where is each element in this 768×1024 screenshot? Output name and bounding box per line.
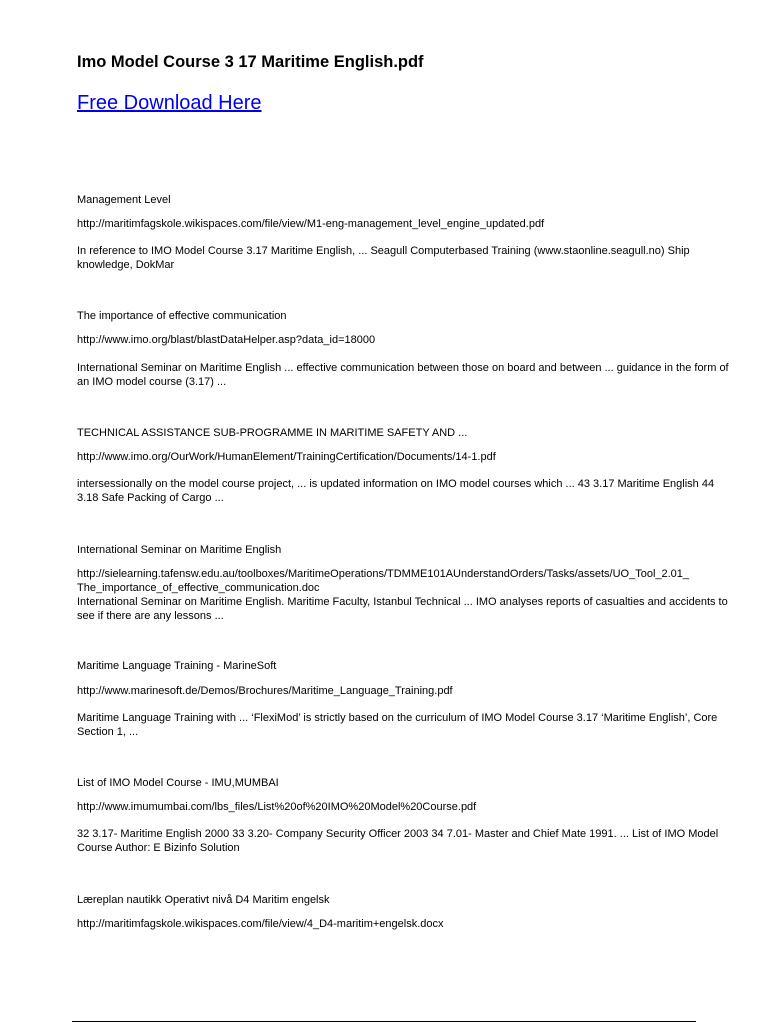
result-url: http://www.imo.org/OurWork/HumanElement/TrainingCertification/Documents/14-1.pdf bbox=[77, 451, 496, 463]
result-url: http://www.marinesoft.de/Demos/Brochures/Maritime_Language_Training.pdf bbox=[77, 685, 453, 697]
result-url: http://maritimfagskole.wikispaces.com/file/view/M1-eng-management_level_engine_updated.pdf bbox=[77, 218, 545, 230]
result-heading: Management Level bbox=[77, 194, 171, 206]
result-url: http://www.imo.org/blast/blastDataHelper.asp?data_id=18000 bbox=[77, 334, 376, 346]
result-url: http://www.imumumbai.com/lbs_files/List%20of%20IMO%20Model%20Course.pdf bbox=[77, 801, 477, 813]
result-snippet: intersessionally on the model course project, ... is updated information on IMO model courses which ... 43 3.17 Maritime English 44 3.18 Safe Packing of Cargo ... bbox=[77, 478, 715, 504]
result-heading: Maritime Language Training - MarineSoft bbox=[77, 660, 277, 672]
result-heading: TECHNICAL ASSISTANCE SUB-PROGRAMME IN MARITIME SAFETY AND ... bbox=[77, 427, 468, 439]
document-title: Imo Model Course 3 17 Maritime English.pdf bbox=[77, 53, 424, 71]
result-heading: List of IMO Model Course - IMU,MUMBAI bbox=[77, 777, 279, 789]
result-snippet: 32 3.17- Maritime English 2000 33 3.20- Company Security Officer 2003 34 7.01- Master and Chief Mate 1991. ... List of IMO Model Course Author: E Bizinfo Solution bbox=[77, 828, 719, 854]
result-url: http://maritimfagskole.wikispaces.com/file/view/4_D4-maritim+engelsk.docx bbox=[77, 918, 444, 930]
result-heading: The importance of effective communication bbox=[77, 310, 287, 322]
page-bottom-divider bbox=[72, 1021, 696, 1022]
result-heading: Læreplan nautikk Operativt nivå D4 Maritim engelsk bbox=[77, 894, 330, 906]
result-snippet: Maritime Language Training with ... ‘FlexiMod’ is strictly based on the curriculum of IMO Model Course 3.17 ‘Maritime English’, Core Section 1, ... bbox=[77, 712, 718, 738]
result-heading: International Seminar on Maritime English bbox=[77, 544, 282, 556]
result-snippet: In reference to IMO Model Course 3.17 Maritime English, ... Seagull Computerbased Training (www.staonline.seagull.no) Ship knowledge, DokMar bbox=[77, 245, 690, 271]
result-url: http://sielearning.tafensw.edu.au/toolboxes/MaritimeOperations/TDMME101AUnderstandOrders/Tasks/assets/UO_Tool_2.01_ bbox=[77, 568, 690, 580]
free-download-link[interactable]: Free Download Here bbox=[77, 92, 262, 114]
result-snippet: International Seminar on Maritime English. Maritime Faculty, Istanbul Technical ... IMO analyses reports of casualties and accidents to see if there are any lessons ... bbox=[77, 596, 728, 622]
result-url-continued: The_importance_of_effective_communication.doc bbox=[77, 582, 320, 594]
result-snippet: International Seminar on Maritime English ... effective communication between those on board and between ... guidance in the form of an IMO model course (3.17) ... bbox=[77, 362, 729, 388]
